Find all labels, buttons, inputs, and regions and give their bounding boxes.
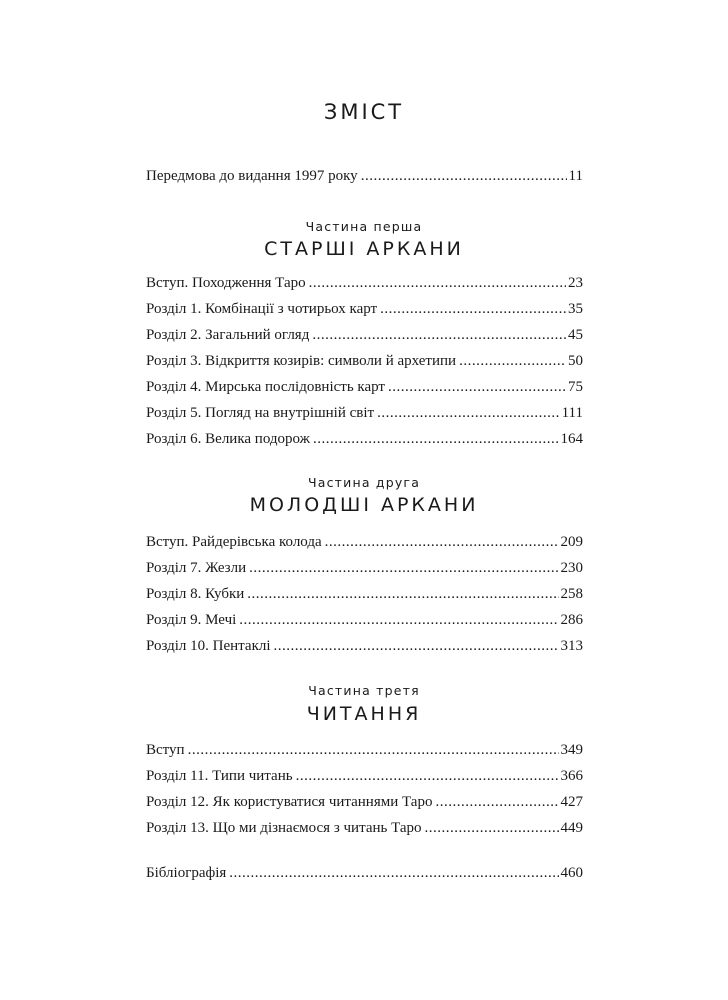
dot-leader xyxy=(309,275,566,292)
toc-entry-title: Розділ 10. Пентаклі xyxy=(146,638,271,654)
dot-leader xyxy=(239,612,558,629)
part-1-label: Частина перша xyxy=(305,219,423,234)
dot-leader xyxy=(325,534,559,551)
dot-leader xyxy=(247,586,558,603)
page-title: ЗМІСТ xyxy=(323,100,405,124)
toc-entry[interactable] xyxy=(146,768,583,790)
toc-entry-title: Розділ 9. Мечі xyxy=(146,612,237,628)
toc-entry-page: 258 xyxy=(560,586,583,602)
toc-entry-title: Вступ xyxy=(146,742,185,758)
dot-leader xyxy=(425,820,559,837)
toc-entry-page: 449 xyxy=(560,820,583,836)
toc-entry[interactable] xyxy=(146,405,583,427)
toc-entry-page: 75 xyxy=(568,379,583,395)
toc-entry-page: 111 xyxy=(561,405,583,421)
toc-entry[interactable] xyxy=(146,820,583,842)
toc-entry-title: Вступ. Райдерівська колода xyxy=(146,534,322,550)
toc-entry[interactable] xyxy=(146,794,583,816)
toc-entry-title: Вступ. Походження Таро xyxy=(146,275,306,291)
toc-entry-page: 286 xyxy=(560,612,583,628)
toc-entry-page: 35 xyxy=(568,301,583,317)
toc-entry-preface[interactable] xyxy=(146,168,583,190)
toc-entry-page: 164 xyxy=(560,431,583,447)
toc-entry-title: Розділ 3. Відкриття козирів: символи й архетипи xyxy=(146,353,457,369)
toc-entry-title: Розділ 5. Погляд на внутрішній світ xyxy=(146,405,375,421)
toc-entry[interactable] xyxy=(146,327,583,349)
toc-entry[interactable] xyxy=(146,560,583,582)
toc-entry-title: Розділ 12. Як користуватися читаннями Таро xyxy=(146,794,433,810)
part-1-title: СТАРШІ АРКАНИ xyxy=(264,238,464,260)
toc-entry-page: 45 xyxy=(568,327,583,343)
dot-leader xyxy=(229,865,558,882)
toc-entry[interactable] xyxy=(146,301,583,323)
toc-entry-page: 366 xyxy=(560,768,583,784)
toc-entry-page: 349 xyxy=(560,742,583,758)
dot-leader xyxy=(313,431,558,448)
toc-entry-title: Розділ 7. Жезли xyxy=(146,560,247,576)
toc-entry-title: Розділ 2. Загальний огляд xyxy=(146,327,310,343)
part-2-label: Частина друга xyxy=(307,475,421,490)
toc-entry-page: 11 xyxy=(568,168,583,184)
toc-entry-page: 427 xyxy=(560,794,583,810)
dot-leader xyxy=(296,768,559,785)
toc-entry[interactable] xyxy=(146,353,583,375)
toc-entry-page: 209 xyxy=(560,534,583,550)
toc-entry-page: 313 xyxy=(560,638,583,654)
dot-leader xyxy=(249,560,558,577)
toc-entry-bibliography[interactable] xyxy=(146,865,583,887)
toc-entry-title: Розділ 13. Що ми дізнаємося з читань Таро xyxy=(146,820,422,836)
dot-leader xyxy=(380,301,566,318)
toc-entry-title: Розділ 11. Типи читань xyxy=(146,768,293,784)
dot-leader xyxy=(188,742,559,759)
dot-leader xyxy=(312,327,566,344)
part-2-title: МОЛОДШІ АРКАНИ xyxy=(249,494,479,516)
part-3-title: ЧИТАННЯ xyxy=(306,703,422,725)
toc-entry[interactable] xyxy=(146,534,583,556)
part-3-label: Частина третя xyxy=(308,683,420,698)
dot-leader xyxy=(435,794,558,811)
toc-entry-page: 230 xyxy=(560,560,583,576)
toc-entry-title: Розділ 1. Комбінації з чотирьох карт xyxy=(146,301,378,317)
toc-entry[interactable] xyxy=(146,638,583,660)
toc-entry-title: Передмова до видання 1997 року xyxy=(146,168,358,184)
dot-leader xyxy=(377,405,560,422)
dot-leader xyxy=(361,168,567,185)
toc-entry-page: 50 xyxy=(568,353,583,369)
toc-entry[interactable] xyxy=(146,275,583,297)
toc-entry-title: Розділ 8. Кубки xyxy=(146,586,245,602)
toc-entry-title: Розділ 4. Мирська послідовність карт xyxy=(146,379,385,395)
toc-entry-title: Розділ 6. Велика подорож xyxy=(146,431,311,447)
toc-entry-title: Бібліографія xyxy=(146,865,227,881)
toc-entry-page: 460 xyxy=(560,865,583,881)
dot-leader xyxy=(459,353,566,370)
toc-entry[interactable] xyxy=(146,742,583,764)
toc-entry[interactable] xyxy=(146,379,583,401)
dot-leader xyxy=(388,379,566,396)
toc-entry-page: 23 xyxy=(568,275,583,291)
toc-entry[interactable] xyxy=(146,612,583,634)
dot-leader xyxy=(274,638,559,655)
toc-entry[interactable] xyxy=(146,431,583,453)
toc-entry[interactable] xyxy=(146,586,583,608)
